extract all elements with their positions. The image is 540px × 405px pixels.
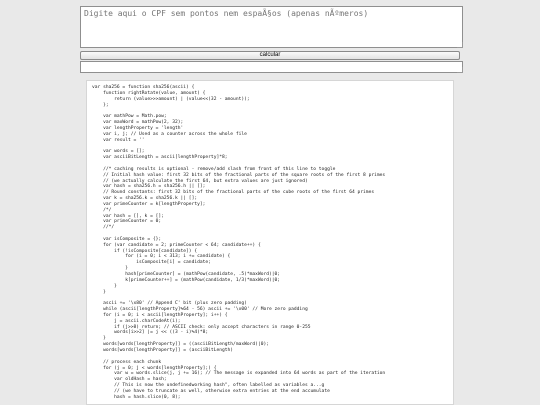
code-line: var w = words.slice(j, j += 16); // The message is expanded into 64 words as part of the iteration (92, 371, 386, 377)
code-line: // Round constants: first 32 bits of the fractional parts of the cube roots of the first 64 primes (92, 190, 375, 196)
code-line: return (value>>>amount) | (value<<(32 - amount)); (92, 96, 250, 102)
code-line: for (var candidate = 2; primeCounter < 64; candidate++) { (92, 242, 261, 248)
code-line: //*/ (92, 225, 115, 231)
code-line: for (i = 0; i < 313; i += candidate) { (92, 254, 231, 260)
code-line: j = ascii.charCodeAt(i); (92, 318, 181, 324)
code-line: words[i>>2] |= j << ((3 - i)%4)*8; (92, 330, 209, 336)
code-line: } (92, 283, 117, 289)
code-line: var hash = sha256.h = sha256.h || []; (92, 184, 206, 190)
code-line: var maxWord = mathPow(2, 32); (92, 120, 184, 126)
code-line: hash = hash.slice(0, 8); (92, 394, 181, 400)
code-line: var result = '' (92, 137, 145, 143)
code-line: // This is now the undefinedworking hash", often labelled as variables a...g (92, 383, 325, 389)
code-line: words[words[lengthProperty]] = (asciiBitLength) (92, 347, 234, 353)
code-line: /*/ (92, 207, 112, 213)
code-line: var isComposite = {}; (92, 236, 162, 242)
code-line: // (we have to truncate as well, otherwise extra entries at the end accumulate (92, 388, 330, 394)
source-code-panel (86, 80, 454, 405)
code-line: var lengthProperty = 'length' (92, 125, 184, 131)
code-line: // (we actually calculate the first 64, but extra values are just ignored) (92, 178, 308, 184)
code-line: // process each chunk (92, 359, 162, 365)
code-line: var i, j; // Used as a counter across the whole file (92, 131, 247, 137)
code-line: // Initial hash value: first 32 bits of the fractional parts of the square roots of the first 8 primes (92, 172, 386, 178)
code-line: } (92, 336, 106, 342)
code-line: var primeCounter = 0; (92, 219, 162, 225)
code-line: var hash = [], k = []; (92, 213, 164, 219)
cpf-input[interactable] (80, 6, 463, 48)
code-line: if (!isComposite[candidate]) { (92, 248, 198, 254)
code-line: ascii += '\x80' // Append Ƈ' bit (plus zero padding) (92, 301, 247, 307)
code-line: while (ascii[lengthProperty]%64 - 56) ascii += '\x00' // More zero padding (92, 307, 308, 313)
code-line: //* caching results is optional - remove/add slash from front of this line to toggle (92, 166, 336, 172)
code-line: var asciiBitLength = ascii[lengthProperty]*8; (92, 155, 228, 161)
code-line: words[words[lengthProperty]] = ((asciiBitLength/maxWord)|0); (92, 342, 270, 348)
code-line: var primeCounter = k[lengthProperty]; (92, 201, 206, 207)
code-line: } (92, 289, 106, 295)
code-line: var words = []; (92, 149, 145, 155)
code-line: k[primeCounter++] = (mathPow(candidate, 1/3)*maxWord)|0; (92, 277, 281, 283)
code-line: hash[primeCounter] = (mathPow(candidate, .5)*maxWord)|0; (92, 272, 281, 277)
code-line: for (j = 0; j < words[lengthProperty];) { (92, 365, 217, 371)
code-line: var mathPow = Math.pow; (92, 114, 167, 120)
code-line: function rightRotate(value, amount) { (92, 90, 206, 96)
code-line: var sha256 = function sha256(ascii) { (92, 85, 195, 90)
calculate-button[interactable]: calcular (80, 51, 460, 60)
code-line: }; (92, 102, 109, 108)
code-line: for (i = 0; i < ascii[lengthProperty]; i++) { (92, 312, 228, 318)
code-line: var k = sha256.k = sha256.k || []; (92, 196, 198, 202)
code-line: var oldHash = hash; (92, 377, 167, 383)
code-line: if (j>>8) return; // ASCII check: only accept characters in range 0-255 (92, 324, 311, 330)
code-line: isComposite[i] = candidate; (92, 260, 211, 266)
result-output[interactable] (80, 61, 463, 73)
source-code (87, 81, 453, 401)
code-line: } (92, 266, 128, 272)
